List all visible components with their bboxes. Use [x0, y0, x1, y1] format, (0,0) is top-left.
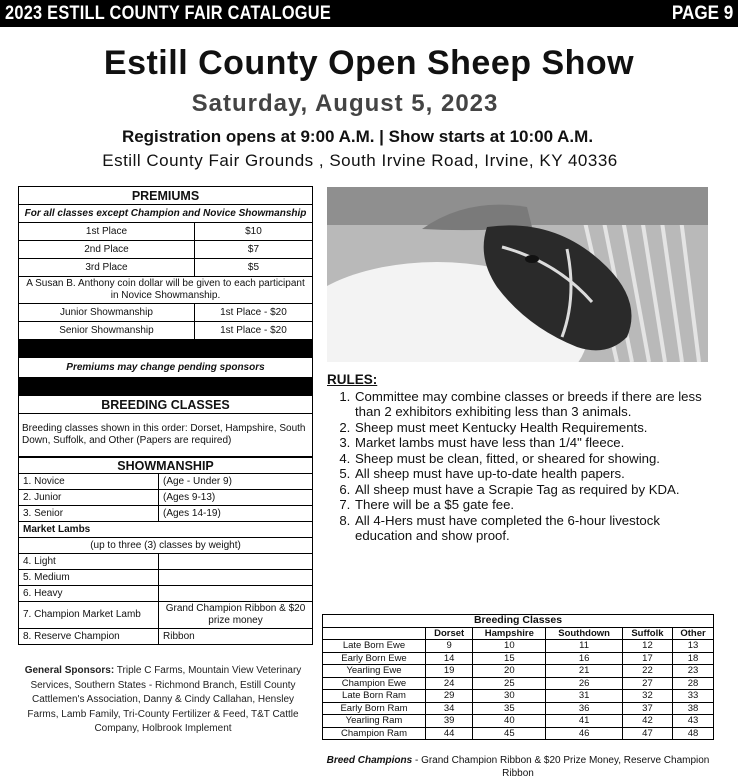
- premium-row: 3rd Place $5: [19, 259, 313, 277]
- market-row: 4. Light: [19, 554, 313, 570]
- divider-bar: [19, 378, 313, 396]
- sheep-photo: [327, 187, 708, 362]
- event-times: Registration opens at 9:00 A.M. | Show starts at 10:00 A.M.: [121, 127, 594, 146]
- premiums-note: For all classes except Champion and Novice Showmanship: [19, 205, 313, 223]
- breeding-classes-table: [322, 614, 714, 740]
- showmanship-row: 3. Senior (Ages 14-19): [19, 506, 313, 522]
- market-row: 5. Medium: [19, 570, 313, 586]
- premiums-change-note: Premiums may change pending sponsors: [19, 358, 313, 378]
- breed-champions-text: - Grand Champion Ribbon & $20 Prize Money, Reserve Champion Ribbon: [414, 755, 710, 779]
- sponsors-text: Triple C Farms, Mountain View Veterinary Services, Southern States - Richmond Branch, Estill County Cattlemen's Association, Danny & Cindy Callahan, Hensley Farms, Lamb Family, Tri-County Fertilizer & Feed, T&T Cattle Company, Holbrook Implement: [27, 665, 302, 734]
- table-row: Early Born Ram 34 35 36 37 38: [323, 702, 714, 715]
- market-lambs-heading: Market Lambs: [19, 522, 313, 538]
- table-row: Champion Ram 44 45 46 47 48: [323, 727, 714, 740]
- showmanship-table: [18, 457, 313, 645]
- showmanship-row: 1. Novice (Age - Under 9): [19, 474, 313, 490]
- breeding-heading: BREEDING CLASSES: [19, 396, 313, 414]
- table-row: Yearling Ewe 19 20 21 22 23: [323, 665, 714, 678]
- event-location: Estill County Fair Grounds , South Irvine Road, Irvine, KY 40336: [102, 151, 618, 170]
- table-row: Champion Ewe 24 25 26 27 28: [323, 677, 714, 690]
- showmanship-heading: SHOWMANSHIP: [19, 458, 313, 474]
- page-header: [0, 0, 738, 27]
- rule-item: 4. Sheep must be clean, fitted, or sheared for showing.: [354, 451, 707, 467]
- page-title: Estill County Open Sheep Show: [103, 44, 635, 82]
- junior-showmanship-row: Junior Showmanship 1st Place - $20: [19, 304, 313, 322]
- catalogue-title: 2023 ESTILL COUNTY FAIR CATALOGUE: [5, 3, 331, 24]
- breed-champions-label: Breed Champions: [326, 755, 413, 766]
- breeding-table-header: Dorset Hampshire Southdown Suffolk Other: [323, 627, 714, 640]
- table-row: Late Born Ewe 9 10 11 12 13: [323, 640, 714, 653]
- breeding-text: Breeding classes shown in this order: Dorset, Hampshire, South Down, Suffolk, and Other (Papers are required): [19, 414, 313, 457]
- premiums-panel: [18, 186, 313, 645]
- table-row: Yearling Ram 39 40 41 42 43: [323, 715, 714, 728]
- divider-bar: [19, 340, 313, 358]
- premium-row: 2nd Place $7: [19, 241, 313, 259]
- rules-list: [327, 389, 707, 544]
- premium-row: 1st Place $10: [19, 223, 313, 241]
- rules-heading: RULES:: [327, 372, 378, 387]
- table-row: Late Born Ram 29 30 31 32 33: [323, 690, 714, 703]
- premiums-heading: PREMIUMS: [19, 187, 313, 205]
- breeding-table-title: Breeding Classes: [323, 615, 714, 628]
- market-lambs-note: (up to three (3) classes by weight): [19, 538, 313, 554]
- rule-item: 5. All sheep must have up-to-date health papers.: [354, 466, 707, 482]
- coin-note: A Susan B. Anthony coin dollar will be given to each participant in Novice Showmanship.: [19, 277, 313, 304]
- sheep-illustration: [327, 187, 708, 362]
- general-sponsors: [18, 664, 308, 737]
- showmanship-row: 2. Junior (Ages 9-13): [19, 490, 313, 506]
- rule-item: 2. Sheep must meet Kentucky Health Requirements.: [354, 420, 707, 436]
- market-row: 8. Reserve Champion Ribbon: [19, 629, 313, 645]
- market-row: 7. Champion Market Lamb Grand Champion Ribbon & $20 prize money: [19, 602, 313, 629]
- market-row: 6. Heavy: [19, 586, 313, 602]
- rule-item: 3. Market lambs must have less than 1/4" fleece.: [354, 435, 707, 451]
- rule-item: 1. Committee may combine classes or breeds if there are less than 2 exhibitors exhibiting less than 3 animals.: [354, 389, 707, 420]
- sponsors-label: General Sponsors:: [24, 665, 115, 676]
- rule-item: 7. There will be a $5 gate fee.: [354, 497, 707, 513]
- table-row: Early Born Ewe 14 15 16 17 18: [323, 652, 714, 665]
- event-date: Saturday, August 5, 2023: [191, 90, 499, 117]
- rules-section: [327, 372, 707, 544]
- premiums-table: [18, 186, 313, 457]
- page-number: PAGE 9: [671, 3, 733, 24]
- rule-item: 8. All 4-Hers must have completed the 6-hour livestock education and show proof.: [354, 513, 707, 544]
- rule-item: 6. All sheep must have a Scrapie Tag as required by KDA.: [354, 482, 707, 498]
- senior-showmanship-row: Senior Showmanship 1st Place - $20: [19, 322, 313, 340]
- breed-champions-note: [322, 754, 714, 780]
